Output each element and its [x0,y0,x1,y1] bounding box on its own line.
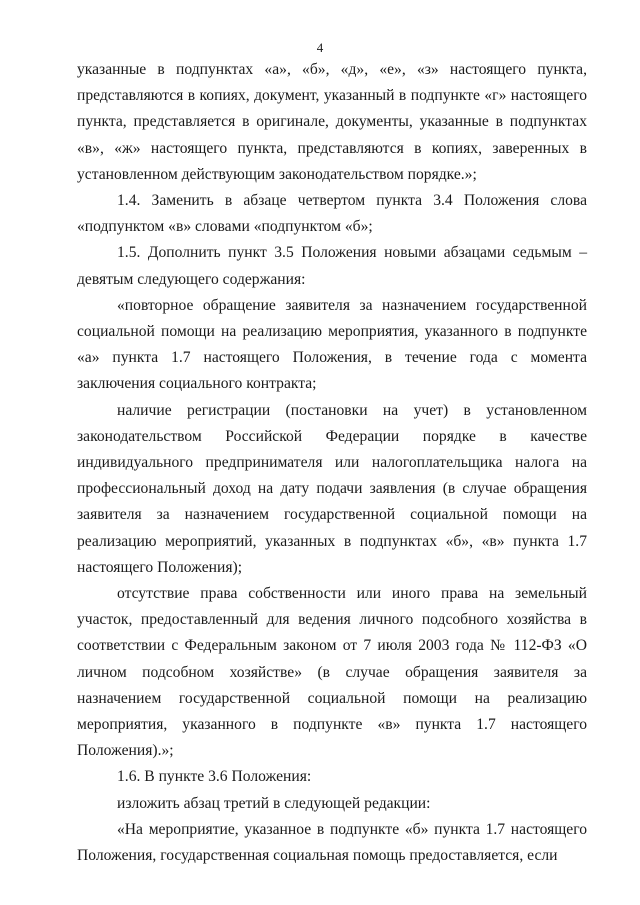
document-body [77,57,587,869]
paragraph-repeat-application: «повторное обращение заявителя за назначением государственной социальной помощи на реализацию мероприятия, указанного в подпункте «а» пункта 1.7 настоящего Положения, в течение года с момента заключения социального контракта; [77,296,587,393]
page-number: 4 [316,40,324,55]
paragraph-third-abzac: изложить абзац третий в следующей редакции: [117,794,431,812]
paragraph-item-1-6: 1.6. В пункте 3.6 Положения: [117,768,312,786]
paragraph-new-wording: «На мероприятие, указанное в подпункте «б» пункта 1.7 настоящего Положения, государственная социальная помощь предоставляется, если [77,820,587,865]
paragraph-continuation: указанные в подпунктах «а», «б», «д», «е», «з» настоящего пункта, представляются в копиях, документ, указанный в подпункте «г» настоящего пункта, представляется в оригинале, документы, указанные в подпунктах «в», «ж» настоящего пункта, представляются в копиях, заверенных в установленном действующим законодательством порядке.»; [77,61,587,183]
paragraph-item-1-5: 1.5. Дополнить пункт 3.5 Положения новыми абзацами седьмым – девятым следующего содержания: [77,244,587,288]
paragraph-land-rights: отсутствие права собственности или иного права на земельный участок, предоставленный для ведения личного подсобного хозяйства в соответствии с Федеральным законом от 7 июля 2003 года № 112-ФЗ «О личном подсобном хозяйстве» (в случае обращения заявителя за назначением государственной социальной помощи на реализацию мероприятия, указанного в подпункте «в» пункта 1.7 настоящего Положения).»; [77,585,587,760]
paragraph-registration: наличие регистрации (постановки на учет) в установленном законодательством Российской Федерации порядке в качестве индивидуального предпринимателя или налогоплательщика налога на профессиональный доход на дату подачи заявления (в случае обращения заявителя за назначением государственной социальной помощи на реализацию мероприятий, указанных в подпунктах «б», «в» пункта 1.7 настоящего Положения); [77,401,587,576]
paragraph-item-1-4: 1.4. Заменить в абзаце четвертом пункта 3.4 Положения слова «подпунктом «в» словами «подпунктом «б»; [77,192,587,236]
